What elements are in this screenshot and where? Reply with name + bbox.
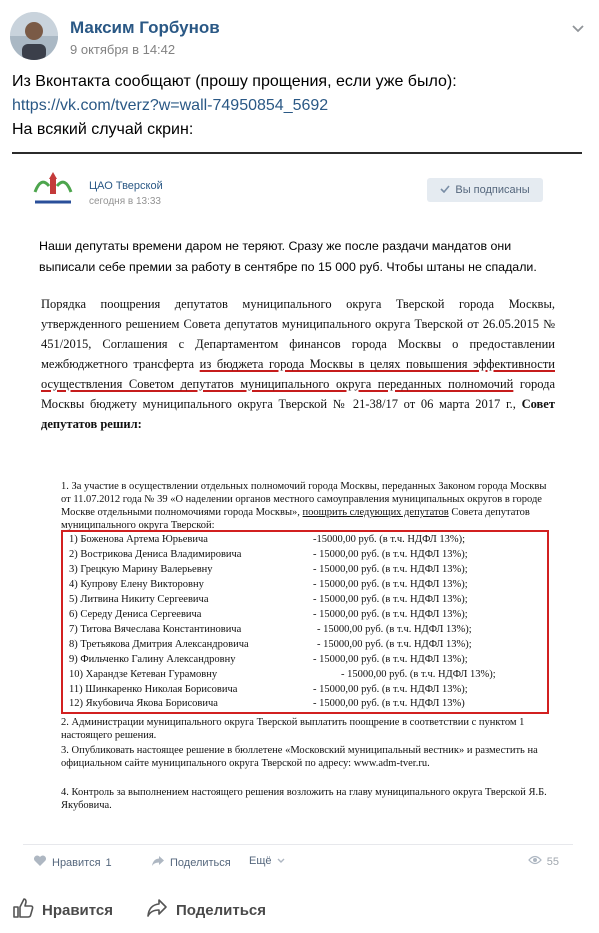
list-item-sum: - 15000,00 руб. (в т.ч. НДФЛ 13%) — [313, 698, 465, 709]
highlighted-text: из бюджета города Москвы в целях повышения эффективности осуществления Советом депутатов муниципального округа переданных полномочий — [41, 357, 555, 391]
screenshot-more — [249, 855, 285, 867]
screenshot-card — [23, 154, 573, 878]
subscribed-button — [427, 178, 543, 202]
list-item-sum: - 15000,00 руб. (в т.ч. НДФЛ 13%); — [341, 669, 496, 680]
list-item-name: 11) Шинкаренко Николая Борисовича — [69, 684, 238, 695]
share-arrow-icon — [146, 898, 168, 922]
author-name[interactable]: Максим Горбунов — [70, 18, 220, 37]
share-button[interactable] — [146, 898, 266, 922]
group-logo-icon — [31, 172, 75, 210]
list-item-name: 9) Фильченко Галину Александровну — [69, 654, 236, 665]
like-button[interactable] — [12, 898, 113, 922]
document-intro — [41, 294, 555, 434]
list-item-name: 7) Титова Вячеслава Константиновича — [69, 624, 242, 635]
eye-icon — [528, 855, 542, 868]
views-counter — [528, 855, 559, 868]
list-item-name: 10) Харандзе Кетеван Гурамовну — [69, 669, 218, 680]
avatar[interactable] — [10, 12, 58, 60]
list-item-name: 2) Вострикова Дениса Владимировича — [69, 549, 242, 560]
list-item-name: 12) Якубовича Якова Борисовича — [69, 698, 218, 709]
thumbs-up-icon — [12, 898, 34, 922]
post-date[interactable]: 9 октября в 14:42 — [70, 42, 176, 57]
list-item-name: 5) Литвина Никиту Сергеевича — [69, 594, 209, 605]
group-post-caption: Наши депутаты времени даром не теряют. Сразу же после раздачи мандатов они выписали себе премии за работу в сентябре по 15 000 руб. Чтобы штаны не спадали. — [39, 239, 537, 274]
screenshot-share — [151, 855, 231, 870]
list-item-sum: - 15000,00 руб. (в т.ч. НДФЛ 13%); — [313, 594, 468, 605]
share-icon — [151, 855, 165, 870]
document-text: 1. За участие в осуществлении отдельных полномочий города Москвы, переданных Законом города Москвы от 11.07.2012 года № 39 «О наделении органов местного самоуправления муниципальных округов в городе Москве отдельными полномочиями города Москвы», — [61, 481, 547, 518]
document-item-2: 2. Администрации муниципального округа Тверской выплатить поощрение в соответствии с пунктом 1 настоящего решения. — [61, 717, 525, 741]
list-item-sum: - 15000,00 руб. (в т.ч. НДФЛ 13%); — [313, 609, 468, 620]
list-item-name: 6) Середу Дениса Сергеевича — [69, 609, 202, 620]
attached-screenshot[interactable] — [12, 152, 582, 881]
document-text: Порядка поощрения депутатов муниципального округа Тверской города Москвы, утвержденного решением Совета депутатов муниципального округа Тверской от 26.05.2015 № 451/2015, Соглашения с Департаментом финансов города Москвы о предоставлении межбюджетного трансферта — [41, 297, 555, 371]
list-item-sum: - 15000,00 руб. (в т.ч. НДФЛ 13%); — [317, 624, 472, 635]
list-item-sum: - 15000,00 руб. (в т.ч. НДФЛ 13%); — [313, 564, 468, 575]
post-footer — [0, 886, 599, 933]
document-item-4: 4. Контроль за выполнением настоящего решения возложить на главу муниципального округа Тверской Я.Б. Якубовича. — [61, 787, 547, 811]
share-button-label: Поделиться — [176, 901, 267, 919]
list-item-name: 4) Купрову Елену Викторовну — [69, 579, 204, 590]
list-item-name: 8) Третьякова Дмитрия Александровича — [69, 639, 249, 650]
post-text-line: Из Вконтакта сообщают (прошу прощения, если уже было): — [12, 73, 457, 90]
subscribed-label: Вы подписаны — [455, 184, 530, 196]
chevron-down-icon[interactable] — [572, 20, 584, 36]
document-text: Совета депутатов муниципального округа Тверской: — [61, 507, 530, 531]
list-item-sum: - 15000,00 руб. (в т.ч. НДФЛ 13%); — [317, 639, 472, 650]
document-text: города Москвы бюджету муниципального округа Тверской № 21-38/17 от 06 марта 2017 г., — [41, 377, 555, 411]
post-text-line: На всякий случай скрин: — [12, 121, 194, 138]
check-icon — [440, 184, 450, 196]
post-header — [10, 12, 590, 62]
screenshot-like — [33, 855, 112, 870]
screenshot-actions — [23, 844, 573, 879]
list-item-sum: -15000,00 руб. (в т.ч. НДФЛ 13%); — [313, 534, 466, 545]
list-item-name: 1) Боженова Артема Юрьевича — [69, 534, 208, 545]
document-item-3: 3. Опубликовать настоящее решение в бюллетене «Московский муниципальный вестник» и разместить на официальном сайте муниципального округа Тверской по адресу: www.adm-tver.ru. — [61, 745, 538, 769]
list-item-sum: - 15000,00 руб. (в т.ч. НДФЛ 13%); — [313, 579, 468, 590]
more-label: Ещё — [249, 855, 272, 867]
group-post-time: сегодня в 13:33 — [89, 196, 161, 207]
list-item-sum: - 15000,00 руб. (в т.ч. НДФЛ 13%); — [313, 654, 468, 665]
post-link[interactable]: https://vk.com/tverz?w=wall-74950854_5692 — [12, 97, 329, 114]
like-count: 1 — [105, 856, 112, 869]
document-scan — [23, 284, 573, 844]
like-label: Нравится — [52, 856, 101, 869]
group-name: ЦАО Тверской — [89, 180, 163, 192]
list-item-name: 3) Грецкую Марину Валерьевну — [69, 564, 213, 575]
document-item-1 — [61, 480, 551, 532]
deputies-list — [61, 530, 549, 714]
share-label: Поделиться — [170, 856, 231, 869]
list-item-sum: - 15000,00 руб. (в т.ч. НДФЛ 13%); — [313, 549, 468, 560]
like-button-label: Нравится — [42, 901, 114, 919]
views-count: 55 — [546, 855, 559, 868]
post-body — [12, 70, 582, 142]
underlined-text: поощрить следующих депутатов — [302, 507, 449, 518]
list-item-sum: - 15000,00 руб. (в т.ч. НДФЛ 13%); — [313, 684, 468, 695]
heart-icon — [33, 855, 47, 870]
chevron-down-icon — [277, 855, 285, 867]
decision-heading: Совет депутатов решил: — [41, 397, 555, 431]
